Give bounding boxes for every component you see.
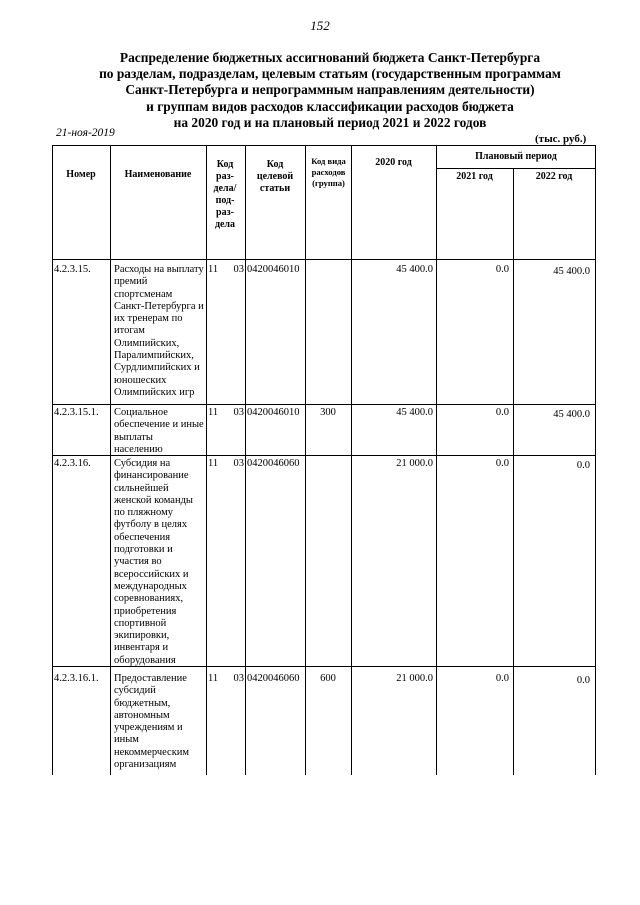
- title-line: Распределение бюджетных ассигнований бюджета Санкт-Петербурга: [119, 50, 541, 65]
- row-amount-2020: 21 000.0: [396, 673, 433, 684]
- units-label: (тыс. руб.): [535, 133, 587, 145]
- section-code: 11: [208, 407, 219, 418]
- header-expense-type: Код вида расходов (группа): [311, 156, 346, 188]
- row-amount-2020: 21 000.0: [396, 458, 433, 469]
- row-amount-2022: 45 400.0: [553, 266, 590, 277]
- row-target-code: 0420046060: [247, 458, 300, 469]
- row-target-code: 0420046010: [247, 407, 300, 418]
- row-amount-2020: 45 400.0: [396, 264, 433, 275]
- column-divider: [206, 145, 207, 775]
- row-target-code: 0420046060: [247, 673, 300, 684]
- row-amount-2021: 0.0: [495, 264, 509, 275]
- row-amount-2021: 0.0: [495, 673, 509, 684]
- section-code: 11: [208, 264, 219, 275]
- column-divider: [110, 145, 111, 775]
- table-border-left: [52, 145, 53, 775]
- row-amount-2022: 0.0: [576, 460, 590, 471]
- section-code: 11: [208, 458, 219, 469]
- title-line: и группам видов расходов классификации расходов бюджета: [146, 98, 514, 114]
- row-amount-2020: 45 400.0: [396, 407, 433, 418]
- budget-table: [52, 145, 596, 775]
- row-expense-type: 300: [320, 407, 336, 418]
- row-number: 4.2.3.15.: [54, 264, 91, 275]
- table-border-right: [595, 145, 596, 775]
- document-title: [90, 50, 570, 131]
- row-amount-2022: 0.0: [576, 675, 590, 686]
- header-number: Номер: [66, 169, 96, 180]
- planned-period-divider: [436, 168, 596, 169]
- row-divider: [52, 404, 596, 405]
- row-amount-2022: 45 400.0: [553, 409, 590, 420]
- title-line: по разделам, подразделам, целевым статьям (государственным программам: [99, 66, 561, 82]
- header-2022: 2022 год: [535, 171, 573, 182]
- header-target: Код целевой статьи: [256, 159, 294, 194]
- row-name: Субсидия на финансирование сильнейшей женской команды по пляжному футболу в целях обеспечения подготовки и участия во всероссийских и международных соревнованиях, приобретения спортивной экипировки, инвентаря и оборудования: [114, 458, 193, 666]
- document-date: 21-ноя-2019: [56, 127, 115, 139]
- row-number: 4.2.3.15.1.: [54, 407, 99, 418]
- header-planned-period: Плановый период: [475, 151, 557, 162]
- row-target-code: 0420046010: [247, 264, 300, 275]
- subsection-code: 03: [233, 264, 244, 275]
- row-amount-2021: 0.0: [495, 407, 509, 418]
- title-line: на 2020 год и на плановый период 2021 и 2022 годов: [173, 114, 487, 130]
- subsection-code: 03: [233, 458, 244, 469]
- row-amount-2021: 0.0: [495, 458, 509, 469]
- title-line: Санкт-Петербурга и непрограммным направлениям деятельности): [125, 82, 535, 98]
- subsection-code: 03: [233, 407, 244, 418]
- subsection-code: 03: [233, 673, 244, 684]
- header-2020: 2020 год: [375, 157, 412, 168]
- header-section: Код раз- дела/ под- раз- дела: [213, 159, 237, 230]
- row-name: Расходы на выплату премий спортсменам Санкт-Петербурга и их тренерам по итогам Олимпийских, Паралимпийских, Сурдлимпийских и юношеских Олимпийских игр: [114, 264, 204, 398]
- row-name: Предоставление субсидий бюджетным, автономным учреждениям и иным некоммерческим организациям: [114, 673, 190, 771]
- row-expense-type: 600: [320, 673, 336, 684]
- row-number: 4.2.3.16.1.: [54, 673, 99, 684]
- table-border-top: [52, 145, 596, 146]
- section-code: 11: [208, 673, 219, 684]
- header-2021: 2021 год: [456, 171, 493, 182]
- header-bottom-line: [52, 259, 596, 260]
- page-number: 152: [310, 18, 330, 33]
- row-number: 4.2.3.16.: [54, 458, 91, 469]
- row-name: Социальное обеспечение и иные выплаты населению: [114, 407, 204, 455]
- header-name: Наименование: [124, 169, 192, 180]
